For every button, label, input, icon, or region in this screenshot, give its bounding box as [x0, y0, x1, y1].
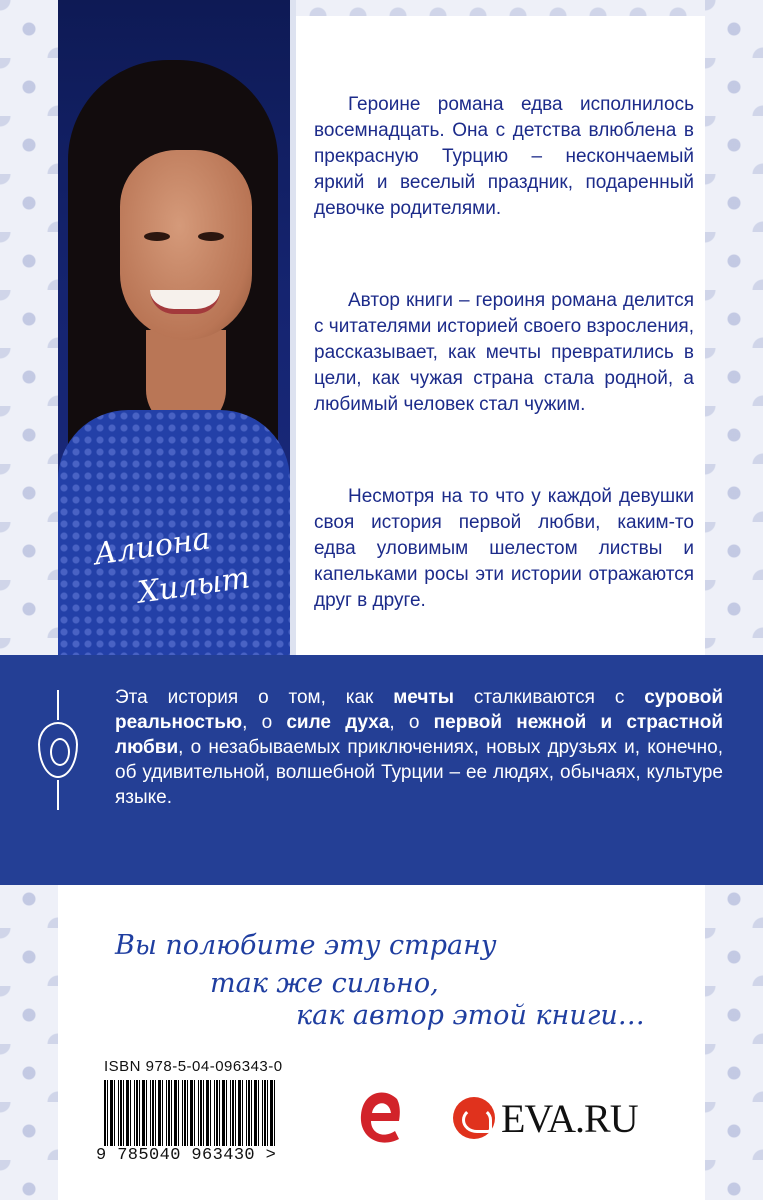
intro-paragraph-3: [314, 484, 694, 614]
eksmo-logo-icon: [355, 1085, 407, 1151]
intro-paragraph-1-text: Героине романа едва исполнилось восемнадцать. Она с детства влюблена в прекрасную Турцию – нескончаемый яркий и веселый праздник, подаренный девочке родителями.: [314, 94, 694, 219]
summary-text: [115, 685, 723, 810]
handwritten-line-3: как автор этой книги…: [296, 1000, 645, 1031]
handwritten-line-1: Вы полюбите эту страну: [115, 930, 497, 961]
author-eye-left: [144, 232, 170, 241]
summary-text-part: сталкиваются с: [453, 687, 645, 708]
signature-line-2: Хилыт: [135, 560, 253, 611]
summary-emphasis-spirit: силе духа: [286, 712, 390, 733]
intro-paragraph-2: [314, 288, 694, 418]
intro-paragraph-2-text: Автор книги – героиня романа делится с читателями историей своего взросления, рассказывает, как мечты превратились в цели, как чужая страна стала родной, а любимый человек стал чужим.: [314, 290, 694, 415]
photo-edge-stripe: [290, 0, 296, 655]
author-photo: [58, 0, 290, 655]
barcode-digits: 9 785040 963430 >: [96, 1146, 277, 1165]
summary-emphasis-reality: суровой реальностью: [115, 687, 723, 733]
summary-text-part: , о незабываемых приключениях, новых друзьях и, конечно, об удивительной, волшебной Турции – ее людях, обычаях, культуре языке.: [115, 737, 723, 808]
summary-emphasis-dreams: мечты: [393, 687, 454, 708]
signature-line-1: Алиона: [91, 521, 213, 573]
ornament-border-right: [705, 0, 763, 1200]
ornament-border-left: [0, 0, 58, 1200]
handwritten-line-2: так же сильно,: [210, 968, 439, 999]
eva-logo-text: EVA.RU: [501, 1096, 638, 1141]
author-eye-right: [198, 232, 224, 241]
summary-emphasis-love: первой нежной и страстной любви: [115, 712, 724, 758]
eva-bird-icon: [453, 1097, 495, 1139]
summary-text-part: , о: [389, 712, 434, 733]
summary-text-part: Эта история о том, как: [115, 687, 394, 708]
isbn-label: ISBN 978-5-04-096343-0: [104, 1058, 283, 1075]
intro-paragraph-3-text: Несмотря на то что у каждой девушки своя история первой любви, каким-то едва уловимым шелестом листвы и капельками росы эти истории отражаются друг в друге.: [314, 486, 694, 611]
eva-logo: [453, 1093, 643, 1143]
summary-text-part: , о: [242, 712, 287, 733]
intro-paragraph-1: [314, 92, 694, 222]
medallion-ornament-icon: [33, 690, 83, 810]
isbn-barcode: [104, 1080, 276, 1146]
